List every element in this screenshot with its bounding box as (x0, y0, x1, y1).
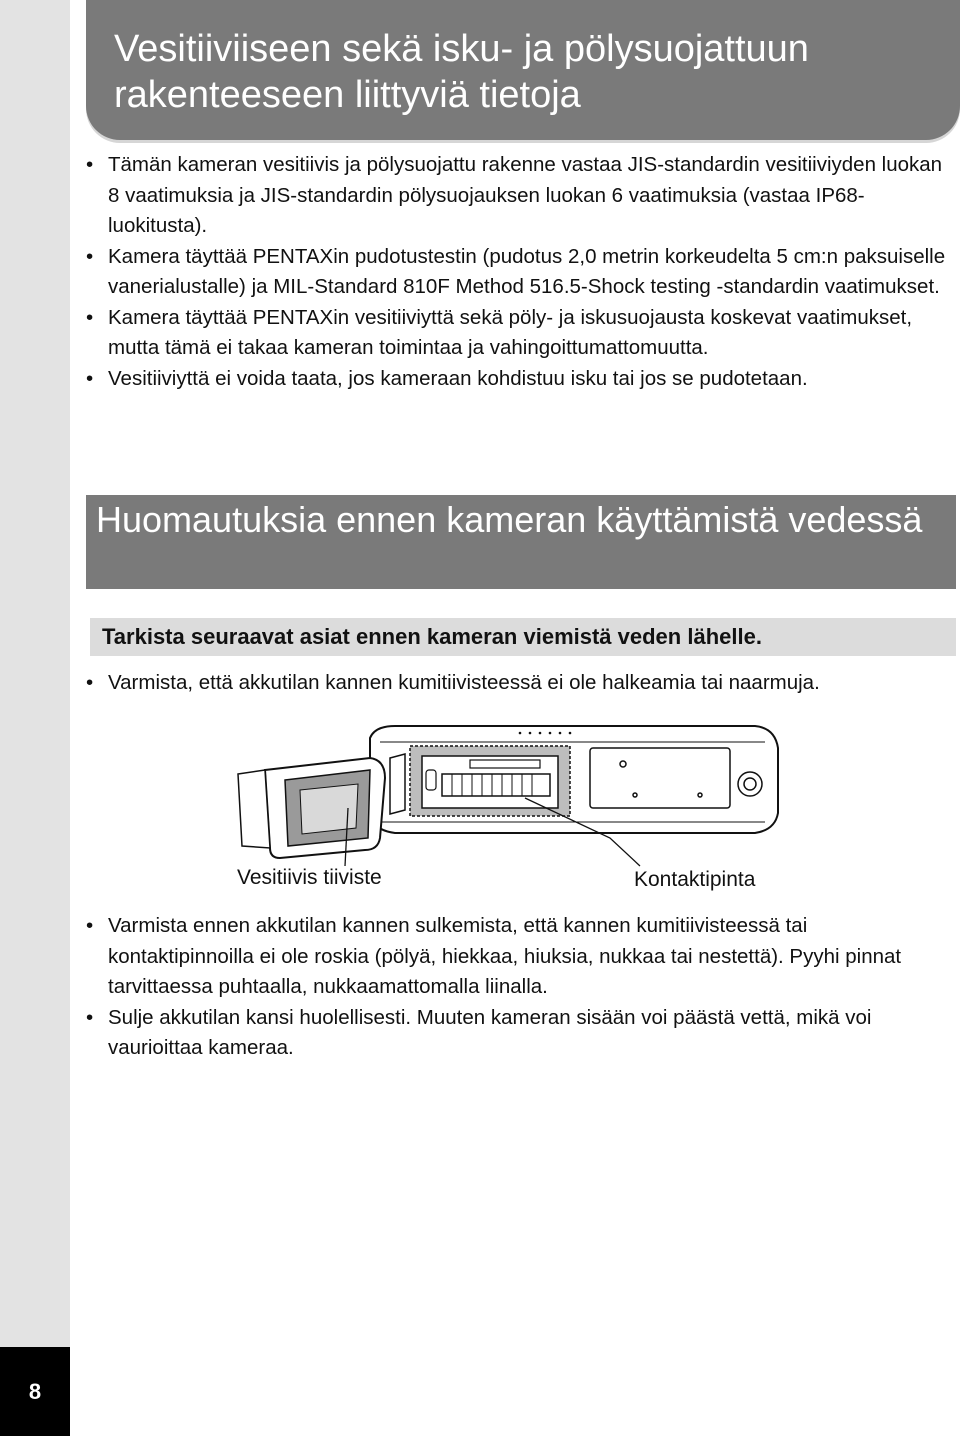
battery-cover (238, 758, 385, 858)
list-item: • Vesitiiviyttä ei voida taata, jos kameraan kohdistuu isku tai jos se pudotetaan. (86, 364, 952, 395)
page-number: 8 (28, 1378, 42, 1404)
cover-hinge (390, 754, 405, 814)
list-item: • Sulje akkutilan kansi huolellisesti. Muuten kameran sisään voi päästä vettä, mikä voi vaurioittaa kameraa. (86, 1003, 952, 1064)
page-title-banner (86, 0, 960, 140)
intro-bullet-list (86, 150, 952, 394)
label-contact-surface: Kontaktipinta (634, 868, 756, 891)
compartment-gasket (410, 746, 570, 816)
section-heading-banner (86, 495, 956, 589)
page-title: Vesitiiviiseen sekä isku- ja pölysuojattuun rakenteeseen liittyviä tietoja (114, 28, 809, 116)
check-bullet-list-2 (86, 911, 952, 1064)
subsection-heading-bar (90, 618, 956, 656)
page-number-tab (0, 1347, 70, 1436)
check-bullet-list-1 (86, 668, 952, 699)
label-waterproof-seal: Vesitiivis tiiviste (237, 866, 382, 889)
battery-compartment-figure (230, 718, 790, 908)
subsection-title: Tarkista seuraavat asiat ennen kameran viemistä veden lähelle. (102, 624, 762, 649)
list-item: • Kamera täyttää PENTAXin vesitiiviyttä sekä pöly- ja iskusuojausta koskevat vaatimukset, mutta tämä ei takaa kameran toimintaa ja vahingoittumattomuutta. (86, 303, 952, 364)
list-item: • Kamera täyttää PENTAXin pudotustestin (pudotus 2,0 metrin korkeudelta 5 cm:n paksuiselle vanerialustalle) ja MIL-Standard 810F Method 516.5-Shock testing -standardin vaatimukset. (86, 242, 952, 303)
list-item: • Varmista, että akkutilan kannen kumitiivisteessä ei ole halkeamia tai naarmuja. (86, 668, 952, 699)
list-item: • Varmista ennen akkutilan kannen sulkemista, että kannen kumitiivisteessä tai kontaktipinnoilla ei ole roskia (pölyä, hiekkaa, hiuksia, nukkaa tai nestettä). Pyyhi pinnat tarvittaessa puhtaalla, nukkaamattomalla liinalla. (86, 911, 952, 1003)
section-title: Huomautuksia ennen kameran käyttämistä vedessä (96, 499, 923, 540)
side-margin-strip (0, 0, 70, 1436)
list-item: • Tämän kameran vesitiivis ja pölysuojattu rakenne vastaa JIS-standardin vesitiiviyden luokan 8 vaatimuksia ja JIS-standardin pölysuojauksen luokan 6 vaatimuksia (vastaa IP68-luokitusta). (86, 150, 952, 242)
